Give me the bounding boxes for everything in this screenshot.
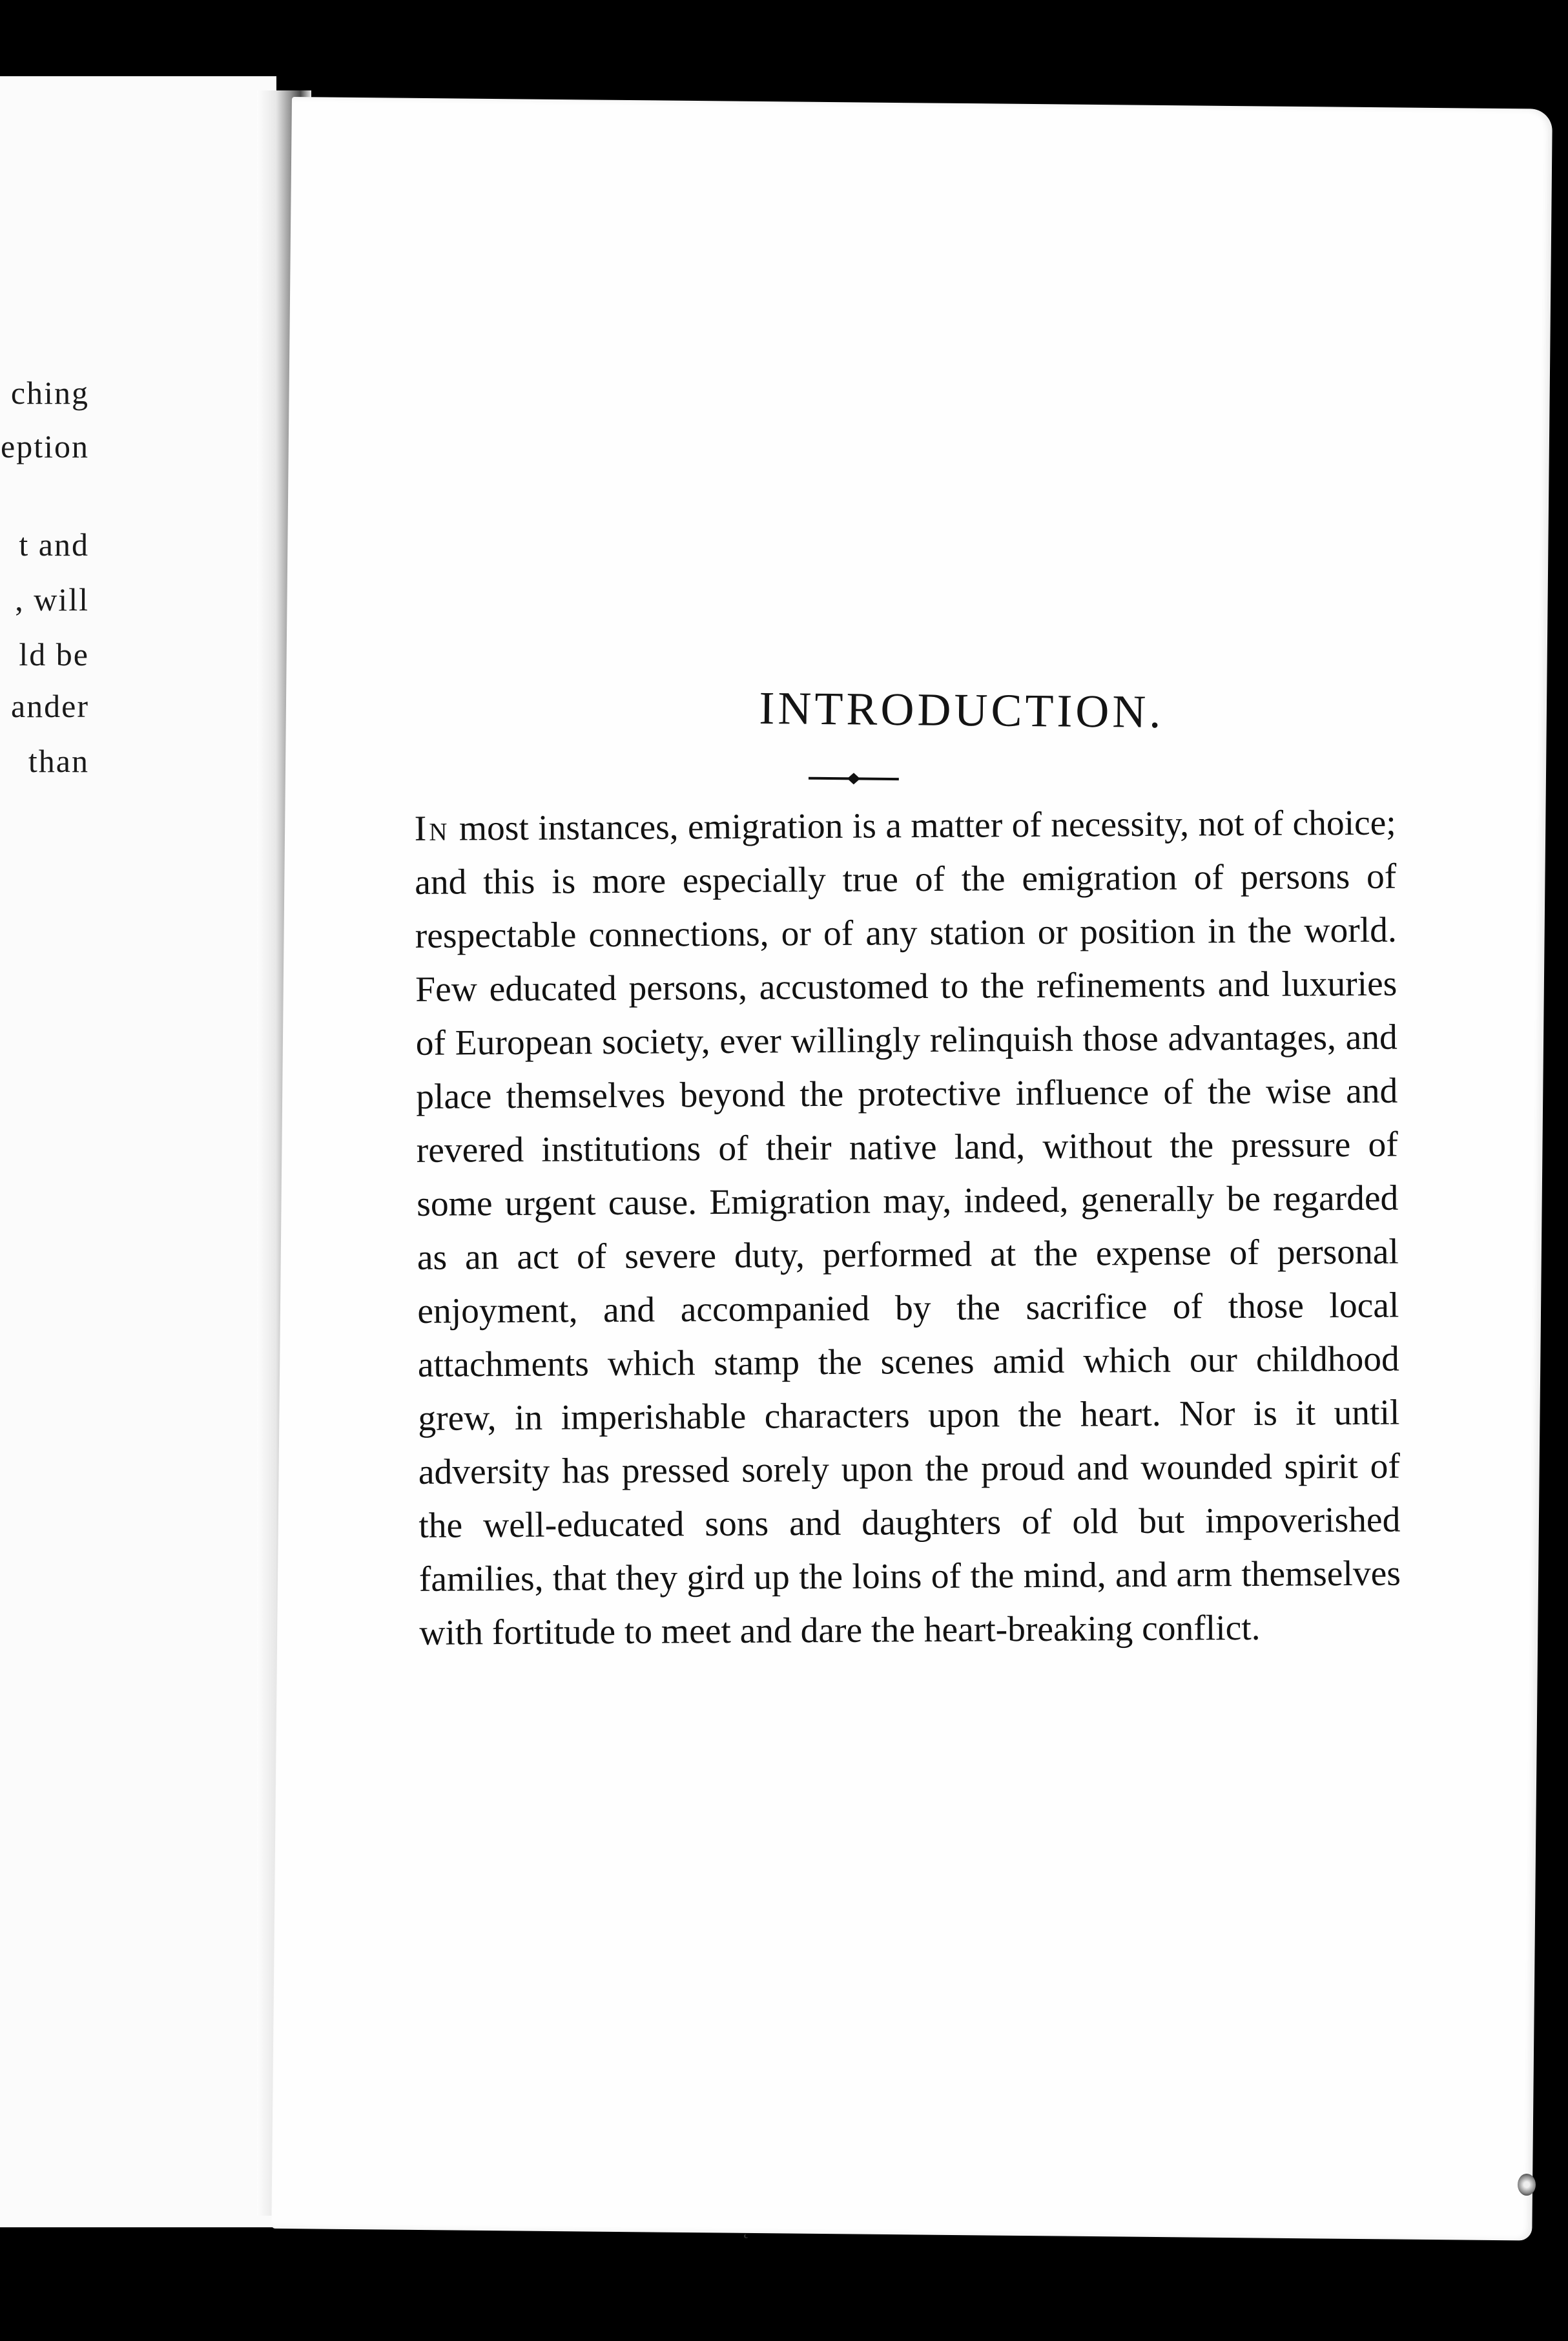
right-page [271, 97, 1553, 2241]
opening-word: In [414, 809, 450, 849]
left-page-line: t and [19, 526, 89, 563]
left-page-line: than [28, 743, 89, 779]
page-foot-mark: ˛ [743, 2217, 750, 2239]
left-page-line: eption [1, 428, 89, 464]
paragraph-text: most instances, emigration is a matter of necessity, not of choice; and this is more especially true of the emigration of persons of respectable connections, or of any station or position in the world. Few educated persons, accustomed to the refinements and luxuries of European society, ever willingly relinquish those advantages, and place themselves beyond the protective influence of the wise and revered institutions of their native land, without the pressure of some urgent cause. Emigration may, indeed, generally be regarded as an act of severe duty, performed at the expense of personal enjoyment, and accompanied by the sacrifice of those local attachments which stamp the scenes amid which our childhood grew, in imperishable characters upon the heart. Nor is it until adversity has pressed sorely upon the proud and wounded spirit of the well-educated sons and daughters of old but impoverished families, that they gird up the loins of the mind, and arm themselves with fortitude to meet and dare the heart-breaking conflict. [415, 803, 1401, 1653]
introduction-paragraph [415, 796, 1401, 1660]
diamond-rule-icon [809, 771, 899, 787]
left-page-fragment [0, 76, 276, 2227]
left-page-line: , will [15, 581, 89, 618]
left-page-line: ander [10, 688, 89, 724]
chapter-title: INTRODUCTION. [759, 681, 1164, 738]
scan-artifact [1518, 2174, 1536, 2196]
left-page-line: ching [10, 375, 89, 411]
left-page-line: ld be [19, 636, 89, 672]
